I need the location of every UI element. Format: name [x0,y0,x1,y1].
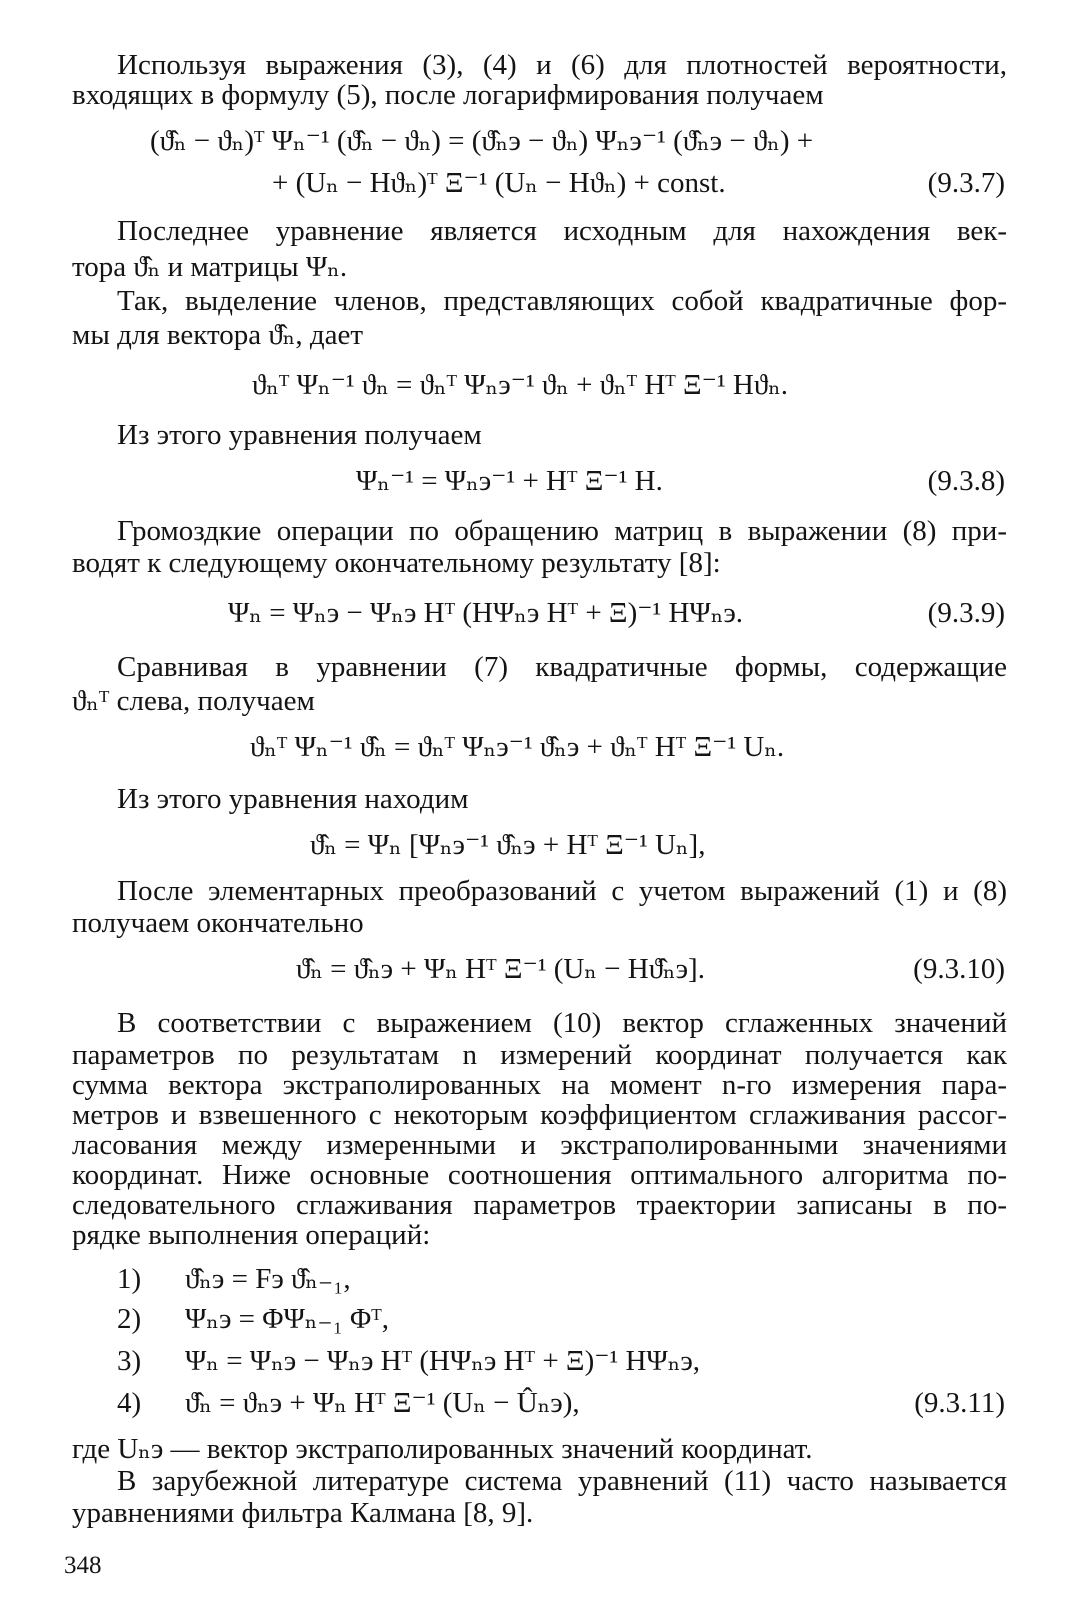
algorithm-step-1: ϑ̂ₙэ = Fэ ϑ̂ₙ₋₁, [185,1263,351,1295]
text-line: ϑₙᵀ слева, получаем [72,685,315,717]
page-number: 348 [64,1552,102,1579]
equation-9-3-8: Ψₙ⁻¹ = Ψₙэ⁻¹ + Hᵀ Ξ⁻¹ H. [356,465,663,497]
item-number: 1) [117,1263,142,1295]
text-line: сумма вектора экстраполированных на момент n-го измерения пара- [72,1069,1007,1101]
equation-number: (9.3.11) [914,1387,1005,1419]
item-number: 4) [117,1387,142,1419]
text-line: Последнее уравнение является исходным для нахождения век- [117,215,1007,247]
text-line: После элементарных преобразований с учетом выражений (1) и (8) [117,875,1007,907]
text-line: Так, выделение членов, представляющих собой квадратичные фор- [117,285,1007,317]
text-line: уравнениями фильтра Калмана [8, 9]. [72,1497,534,1529]
algorithm-step-4: ϑ̂ₙ = ϑₙэ + Ψₙ Hᵀ Ξ⁻¹ (Uₙ − Ûₙэ), [185,1387,580,1419]
text-line: рядке выполнения операций: [72,1219,431,1251]
text-line: входящих в формулу (5), после логарифмирования получаем [72,79,824,111]
text-line: параметров по результатам n измерений координат получается как [72,1039,1007,1071]
text-line: Используя выражения (3), (4) и (6) для плотностей вероятности, [117,49,1007,81]
text-line: тора ϑ̂ₙ и матрицы Ψₙ. [72,251,348,283]
text-line: получаем окончательно [72,907,364,939]
text-line: координат. Ниже основные соотношения оптимального алгоритма по- [72,1159,1007,1191]
text-line: Из этого уравнения получаем [117,419,482,451]
text-line: В зарубежной литературе система уравнений (11) часто называется [117,1465,1007,1497]
text-line: ласования между измеренными и экстраполированными значениями [72,1129,1007,1161]
text-line: В соответствии с выражением (10) вектор сглаженных значений [117,1007,1007,1039]
text-line: Громоздкие операции по обращению матриц в выражении (8) при- [117,515,1007,547]
text-line: метров и взвешенного с некоторым коэффициентом сглаживания рассог- [72,1099,1007,1131]
equation-quadratic-form: ϑₙᵀ Ψₙ⁻¹ ϑₙ = ϑₙᵀ Ψₙэ⁻¹ ϑₙ + ϑₙᵀ Hᵀ Ξ⁻¹ Hϑₙ. [252,369,789,401]
equation-number: (9.3.8) [927,465,1005,497]
text-line: Сравнивая в уравнении (7) квадратичные формы, содержащие [117,651,1007,683]
item-number: 2) [117,1303,142,1335]
equation-cross-terms: ϑₙᵀ Ψₙ⁻¹ ϑ̂ₙ = ϑₙᵀ Ψₙэ⁻¹ ϑ̂ₙэ + ϑₙᵀ Hᵀ Ξ⁻¹ Uₙ. [250,731,785,763]
equation-number: (9.3.9) [927,597,1005,629]
equation-9-3-7-line1: (ϑ̂ₙ − ϑₙ)ᵀ Ψₙ⁻¹ (ϑ̂ₙ − ϑₙ) = (ϑ̂ₙэ − ϑₙ) Ψₙэ⁻¹ (ϑ̂ₙэ − ϑₙ) + [150,125,814,157]
equation-number: (9.3.10) [913,953,1005,985]
text-line: следовательного сглаживания параметров траектории записаны в по- [72,1189,1007,1221]
text-line: Из этого уравнения находим [117,783,469,815]
algorithm-step-2: Ψₙэ = ΦΨₙ₋₁ Φᵀ, [185,1303,390,1335]
text-line: водят к следующему окончательному результату [8]: [72,547,721,579]
algorithm-step-3: Ψₙ = Ψₙэ − Ψₙэ Hᵀ (HΨₙэ Hᵀ + Ξ)⁻¹ HΨₙэ, [185,1345,701,1377]
text-line: мы для вектора ϑ̂ₙ, дает [72,319,363,351]
equation-number: (9.3.7) [927,167,1005,199]
text-line: где Uₙэ — вектор экстраполированных значений координат. [72,1433,813,1465]
equation-9-3-7-line2: + (Uₙ − Hϑₙ)ᵀ Ξ⁻¹ (Uₙ − Hϑₙ) + const. [272,167,726,199]
equation-9-3-10: ϑ̂ₙ = ϑ̂ₙэ + Ψₙ Hᵀ Ξ⁻¹ (Uₙ − Hϑ̂ₙэ]. [296,953,705,985]
equation-9-3-9: Ψₙ = Ψₙэ − Ψₙэ Hᵀ (HΨₙэ Hᵀ + Ξ)⁻¹ HΨₙэ. [228,597,744,629]
item-number: 3) [117,1345,142,1377]
equation-estimate: ϑ̂ₙ = Ψₙ [Ψₙэ⁻¹ ϑ̂ₙэ + Hᵀ Ξ⁻¹ Uₙ], [310,829,706,861]
